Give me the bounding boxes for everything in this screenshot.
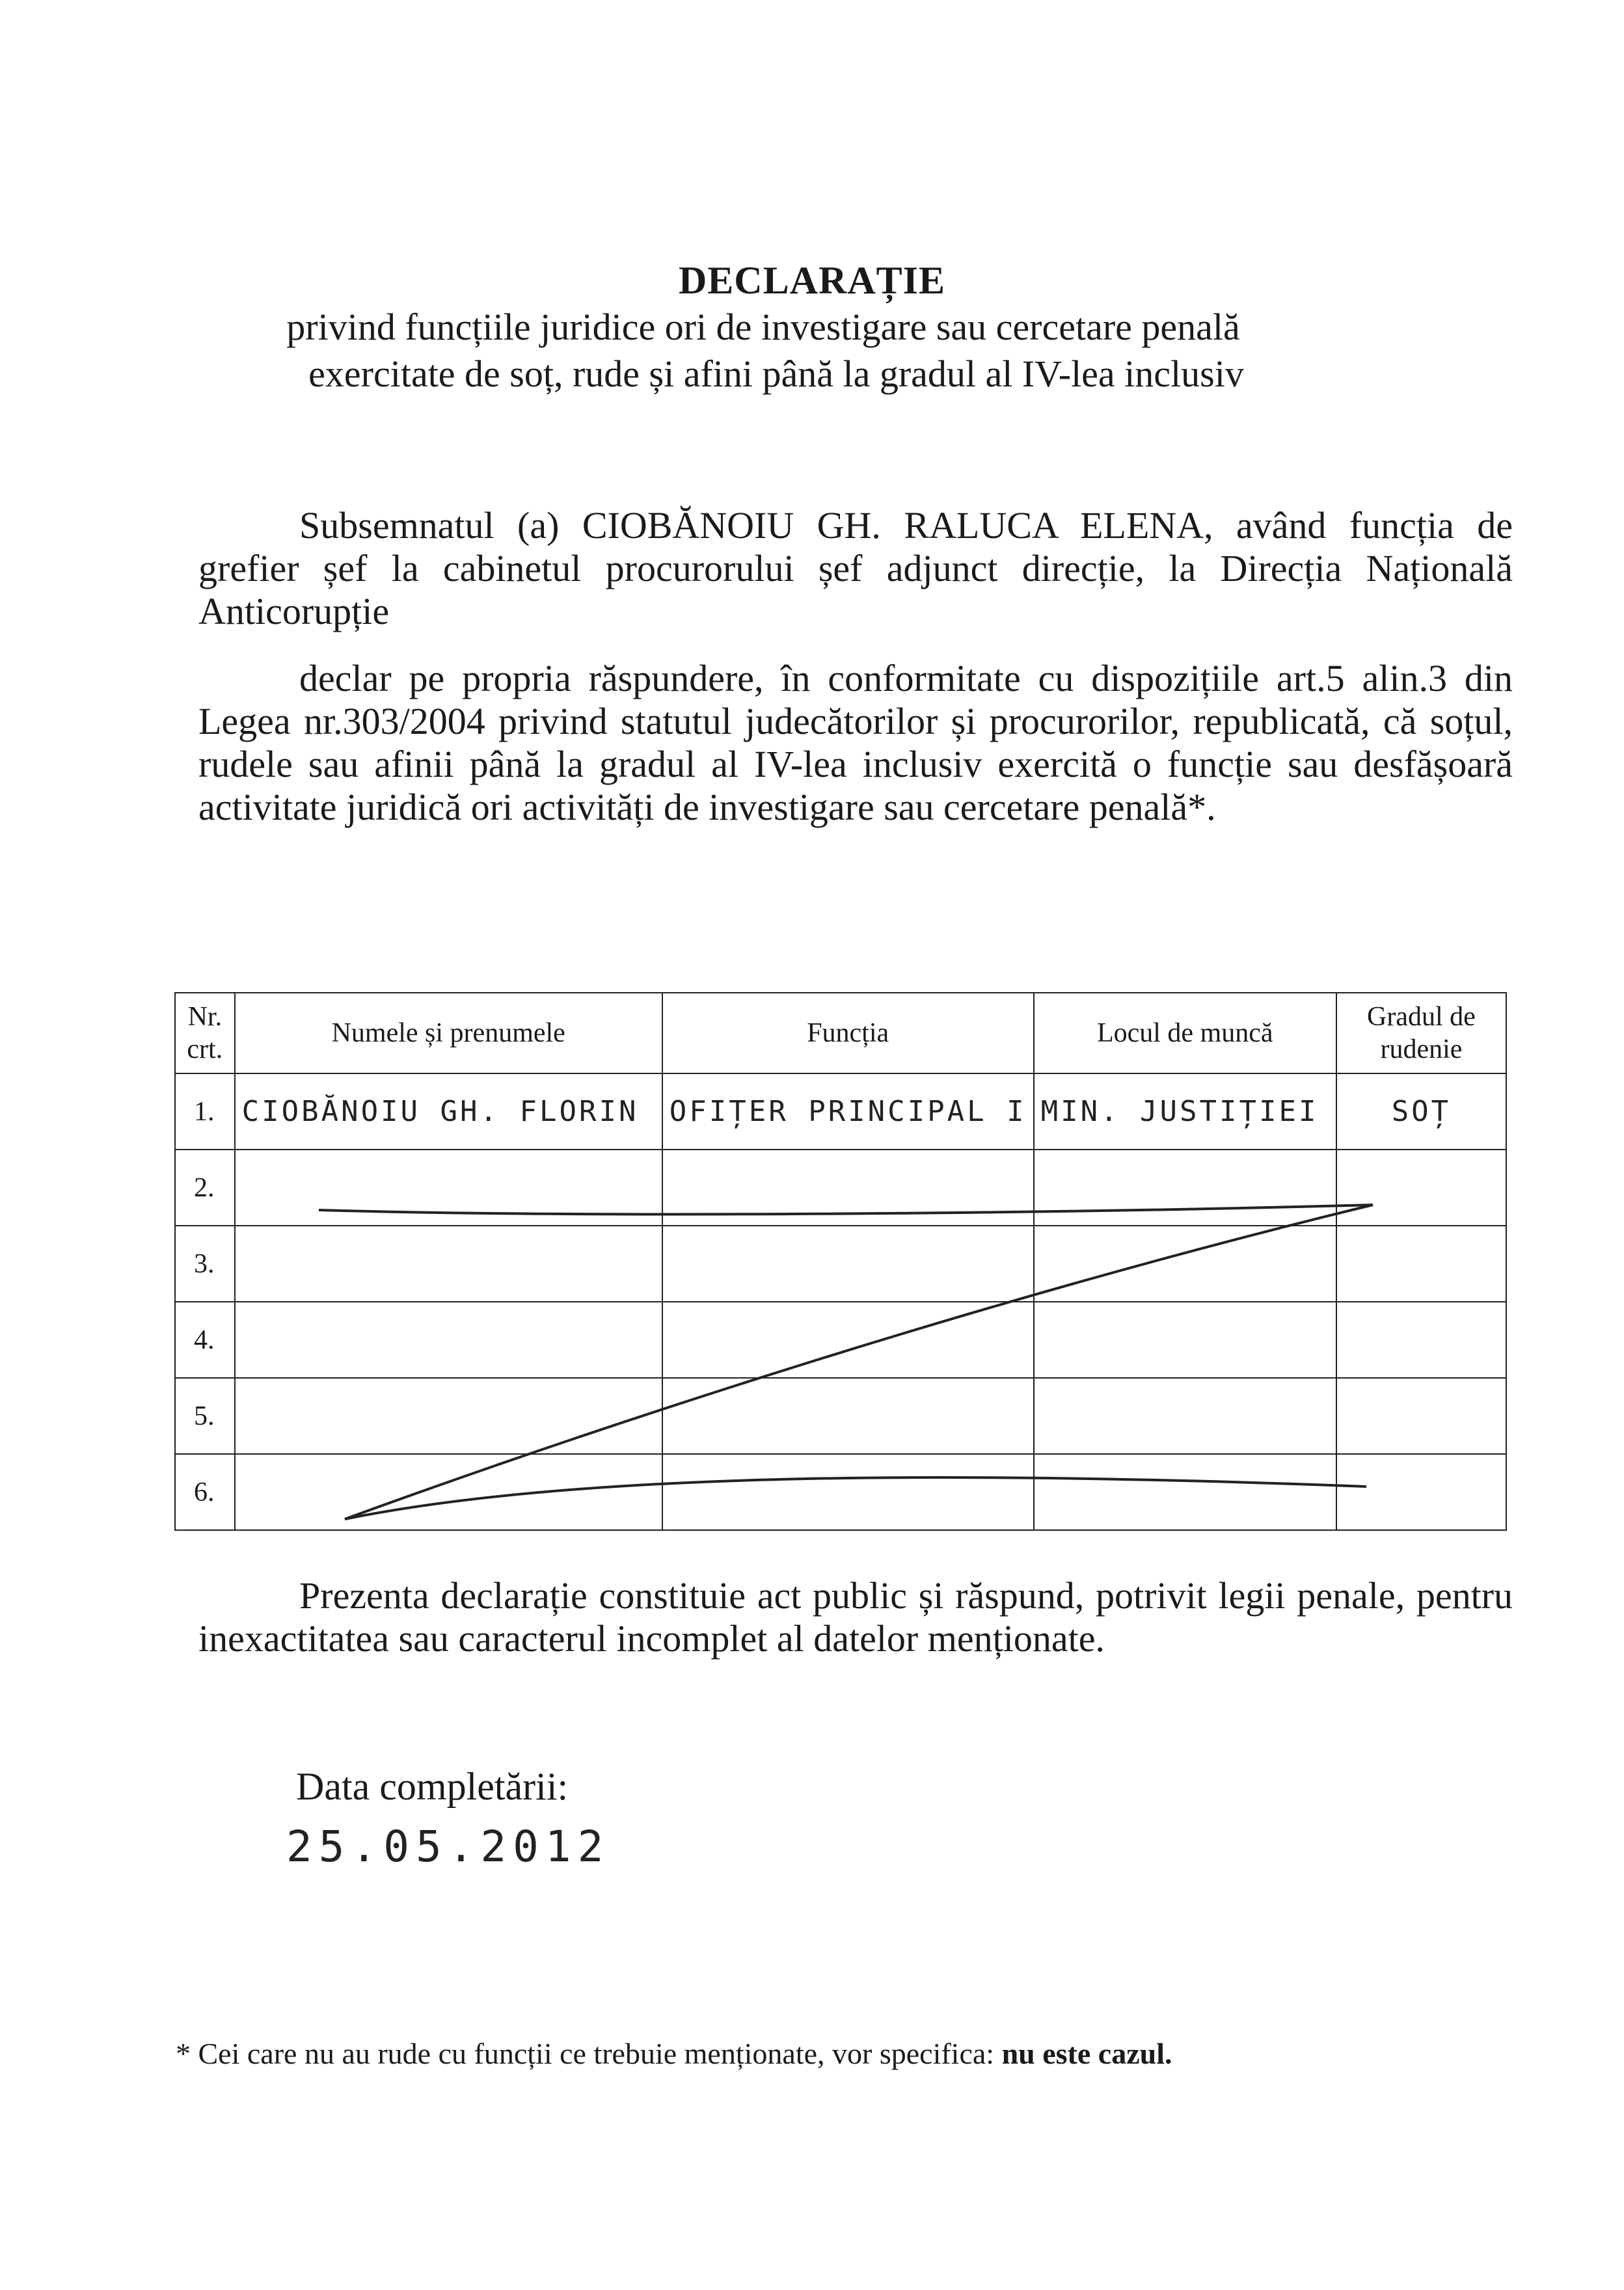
header-nr: Nr. crt.: [175, 993, 235, 1073]
public-act-text: Prezenta declarație constituie act public și răspund, potrivit legii penale, pentru inexactitatea sau caracterul incomplet al datelor menționate.: [198, 1574, 1513, 1660]
header-function: Funcția: [662, 993, 1034, 1073]
header-name: Numele și prenumele: [235, 993, 662, 1073]
public-act-paragraph: [198, 1574, 1513, 1660]
row-nr: 4.: [175, 1302, 235, 1378]
row-name: CIOBĂNOIU GH. FLORIN: [235, 1073, 662, 1150]
header-workplace: Locul de muncă: [1034, 993, 1336, 1073]
strikeout-top-line: [319, 1205, 1373, 1214]
strikeout-diagonal: [345, 1205, 1373, 1519]
footnote-bold: nu este cazul.: [1001, 2037, 1172, 2070]
footnote: [176, 2036, 1172, 2071]
row-degree: SOȚ: [1336, 1073, 1506, 1150]
document-title: DECLARAȚIE: [678, 259, 946, 302]
row-nr: 2.: [175, 1150, 235, 1226]
subtitle-line-2: exercitate de soț, rude și afini până la gradul al IV-lea inclusiv: [308, 353, 1244, 395]
header-degree: Gradul de rudenie: [1336, 993, 1506, 1073]
date-value: 25.05.2012: [286, 1822, 610, 1872]
row-nr: 6.: [175, 1454, 235, 1530]
declarant-text: Subsemnatul (a) CIOBĂNOIU GH. RALUCA ELENA, având funcția de grefier șef la cabinetul procurorului șef adjunct direcție, la Direcția Națională Anticorupție: [198, 504, 1513, 632]
row-function: OFIȚER PRINCIPAL I: [662, 1073, 1034, 1150]
strikeout-bottom-line: [345, 1477, 1366, 1519]
row-nr: 1.: [175, 1073, 235, 1150]
declaration-text: declar pe propria răspundere, în conformitate cu dispozițiile art.5 alin.3 din Legea nr.303/2004 privind statutul judecătorilor și procurorilor, republicată, că soțul, rudele sau afinii până la gradul al IV-lea inclusiv exercită o funcție sau desfășoară activitate juridică ori activități de investigare sau cercetare penală*.: [198, 657, 1513, 828]
date-label: Data completării:: [296, 1765, 569, 1808]
subtitle-line-1: privind funcțiile juridice ori de investigare sau cercetare penală: [286, 306, 1240, 348]
row-workplace: MIN. JUSTIȚIEI: [1034, 1073, 1336, 1150]
footnote-text: * Cei care nu au rude cu funcții ce trebuie menționate, vor specifica:: [176, 2037, 995, 2070]
row-nr: 5.: [175, 1378, 235, 1454]
row-nr: 3.: [175, 1226, 235, 1302]
